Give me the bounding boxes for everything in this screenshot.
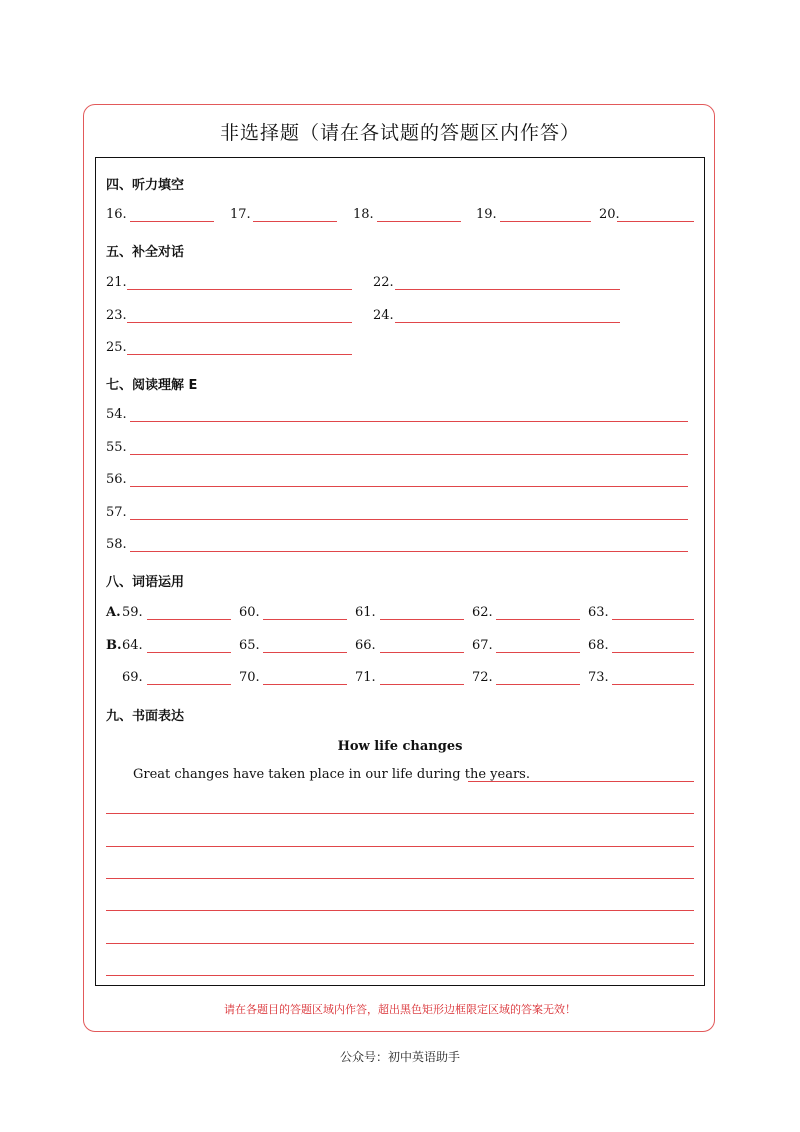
essay-line[interactable] [106, 878, 694, 879]
answer-blank-70[interactable] [263, 684, 347, 685]
essay-first-line-blank[interactable] [468, 781, 694, 782]
answer-line-56[interactable] [130, 486, 688, 487]
answer-blank-67[interactable] [496, 652, 580, 653]
answer-blank-62[interactable] [496, 619, 580, 620]
item-72: 72. [472, 670, 493, 685]
answer-blank-71[interactable] [380, 684, 464, 685]
heading-listening: 四、听力填空 [106, 178, 185, 193]
essay-title: How life changes [337, 739, 463, 754]
item-68: 68. [588, 638, 609, 653]
item-57: 57. [106, 505, 127, 520]
item-21: 21. [106, 275, 127, 290]
item-71: 71. [355, 670, 376, 685]
answer-blank-66[interactable] [380, 652, 464, 653]
item-73: 73. [588, 670, 609, 685]
item-16: 16. [106, 207, 127, 222]
footer-text: 公众号：初中英语助手 [339, 1050, 460, 1064]
answer-blank-60[interactable] [263, 619, 347, 620]
item-67: 67. [472, 638, 493, 653]
item-66: 66. [355, 638, 376, 653]
answer-blank-63[interactable] [612, 619, 694, 620]
answer-line-55[interactable] [130, 454, 688, 455]
answer-blank-64[interactable] [147, 652, 231, 653]
answer-blank-17[interactable] [253, 221, 337, 222]
item-55: 55. [106, 440, 127, 455]
answer-blank-18[interactable] [377, 221, 461, 222]
essay-line[interactable] [106, 975, 694, 976]
essay-first-line: Great changes have taken place in our life during the years. [133, 767, 530, 782]
row-b-label: B. [106, 638, 122, 653]
warning-note: 请在各题目的答题区域内作答，超出黑色矩形边框限定区域的答案无效！ [224, 1003, 576, 1016]
item-61: 61. [355, 605, 376, 620]
item-23: 23. [106, 308, 127, 323]
answer-blank-22[interactable] [395, 289, 620, 290]
answer-blank-25[interactable] [127, 354, 352, 355]
answer-blank-65[interactable] [263, 652, 347, 653]
answer-blank-21[interactable] [127, 289, 352, 290]
answer-blank-23[interactable] [127, 322, 352, 323]
answer-blank-72[interactable] [496, 684, 580, 685]
answer-blank-24[interactable] [395, 322, 620, 323]
essay-line[interactable] [106, 846, 694, 847]
item-69: 69. [122, 670, 143, 685]
heading-dialogue: 五、补全对话 [106, 245, 185, 260]
answer-blank-16[interactable] [130, 221, 214, 222]
item-19: 19. [476, 207, 497, 222]
item-60: 60. [239, 605, 260, 620]
item-65: 65. [239, 638, 260, 653]
item-62: 62. [472, 605, 493, 620]
item-22: 22. [373, 275, 394, 290]
answer-blank-20[interactable] [617, 221, 694, 222]
item-24: 24. [373, 308, 394, 323]
answer-blank-73[interactable] [612, 684, 694, 685]
essay-line[interactable] [106, 943, 694, 944]
essay-line[interactable] [106, 813, 694, 814]
page-title: 非选择题（请在各试题的答题区内作答） [219, 122, 580, 144]
item-25: 25. [106, 340, 127, 355]
essay-line[interactable] [106, 910, 694, 911]
item-20: 20. [599, 207, 620, 222]
item-56: 56. [106, 472, 127, 487]
item-70: 70. [239, 670, 260, 685]
answer-blank-61[interactable] [380, 619, 464, 620]
item-64: 64. [122, 638, 143, 653]
row-a-label: A. [106, 605, 121, 620]
item-17: 17. [230, 207, 251, 222]
answer-area-box [95, 157, 705, 986]
item-63: 63. [588, 605, 609, 620]
answer-blank-59[interactable] [147, 619, 231, 620]
item-58: 58. [106, 537, 127, 552]
answer-blank-68[interactable] [612, 652, 694, 653]
item-59: 59. [122, 605, 143, 620]
answer-blank-19[interactable] [500, 221, 591, 222]
item-54: 54. [106, 407, 127, 422]
heading-vocab: 八、词语运用 [106, 575, 185, 590]
heading-writing: 九、书面表达 [106, 709, 185, 724]
answer-line-54[interactable] [130, 421, 688, 422]
answer-line-58[interactable] [130, 551, 688, 552]
answer-blank-69[interactable] [147, 684, 231, 685]
item-18: 18. [353, 207, 374, 222]
heading-reading: 七、阅读理解 E [106, 378, 198, 393]
answer-line-57[interactable] [130, 519, 688, 520]
